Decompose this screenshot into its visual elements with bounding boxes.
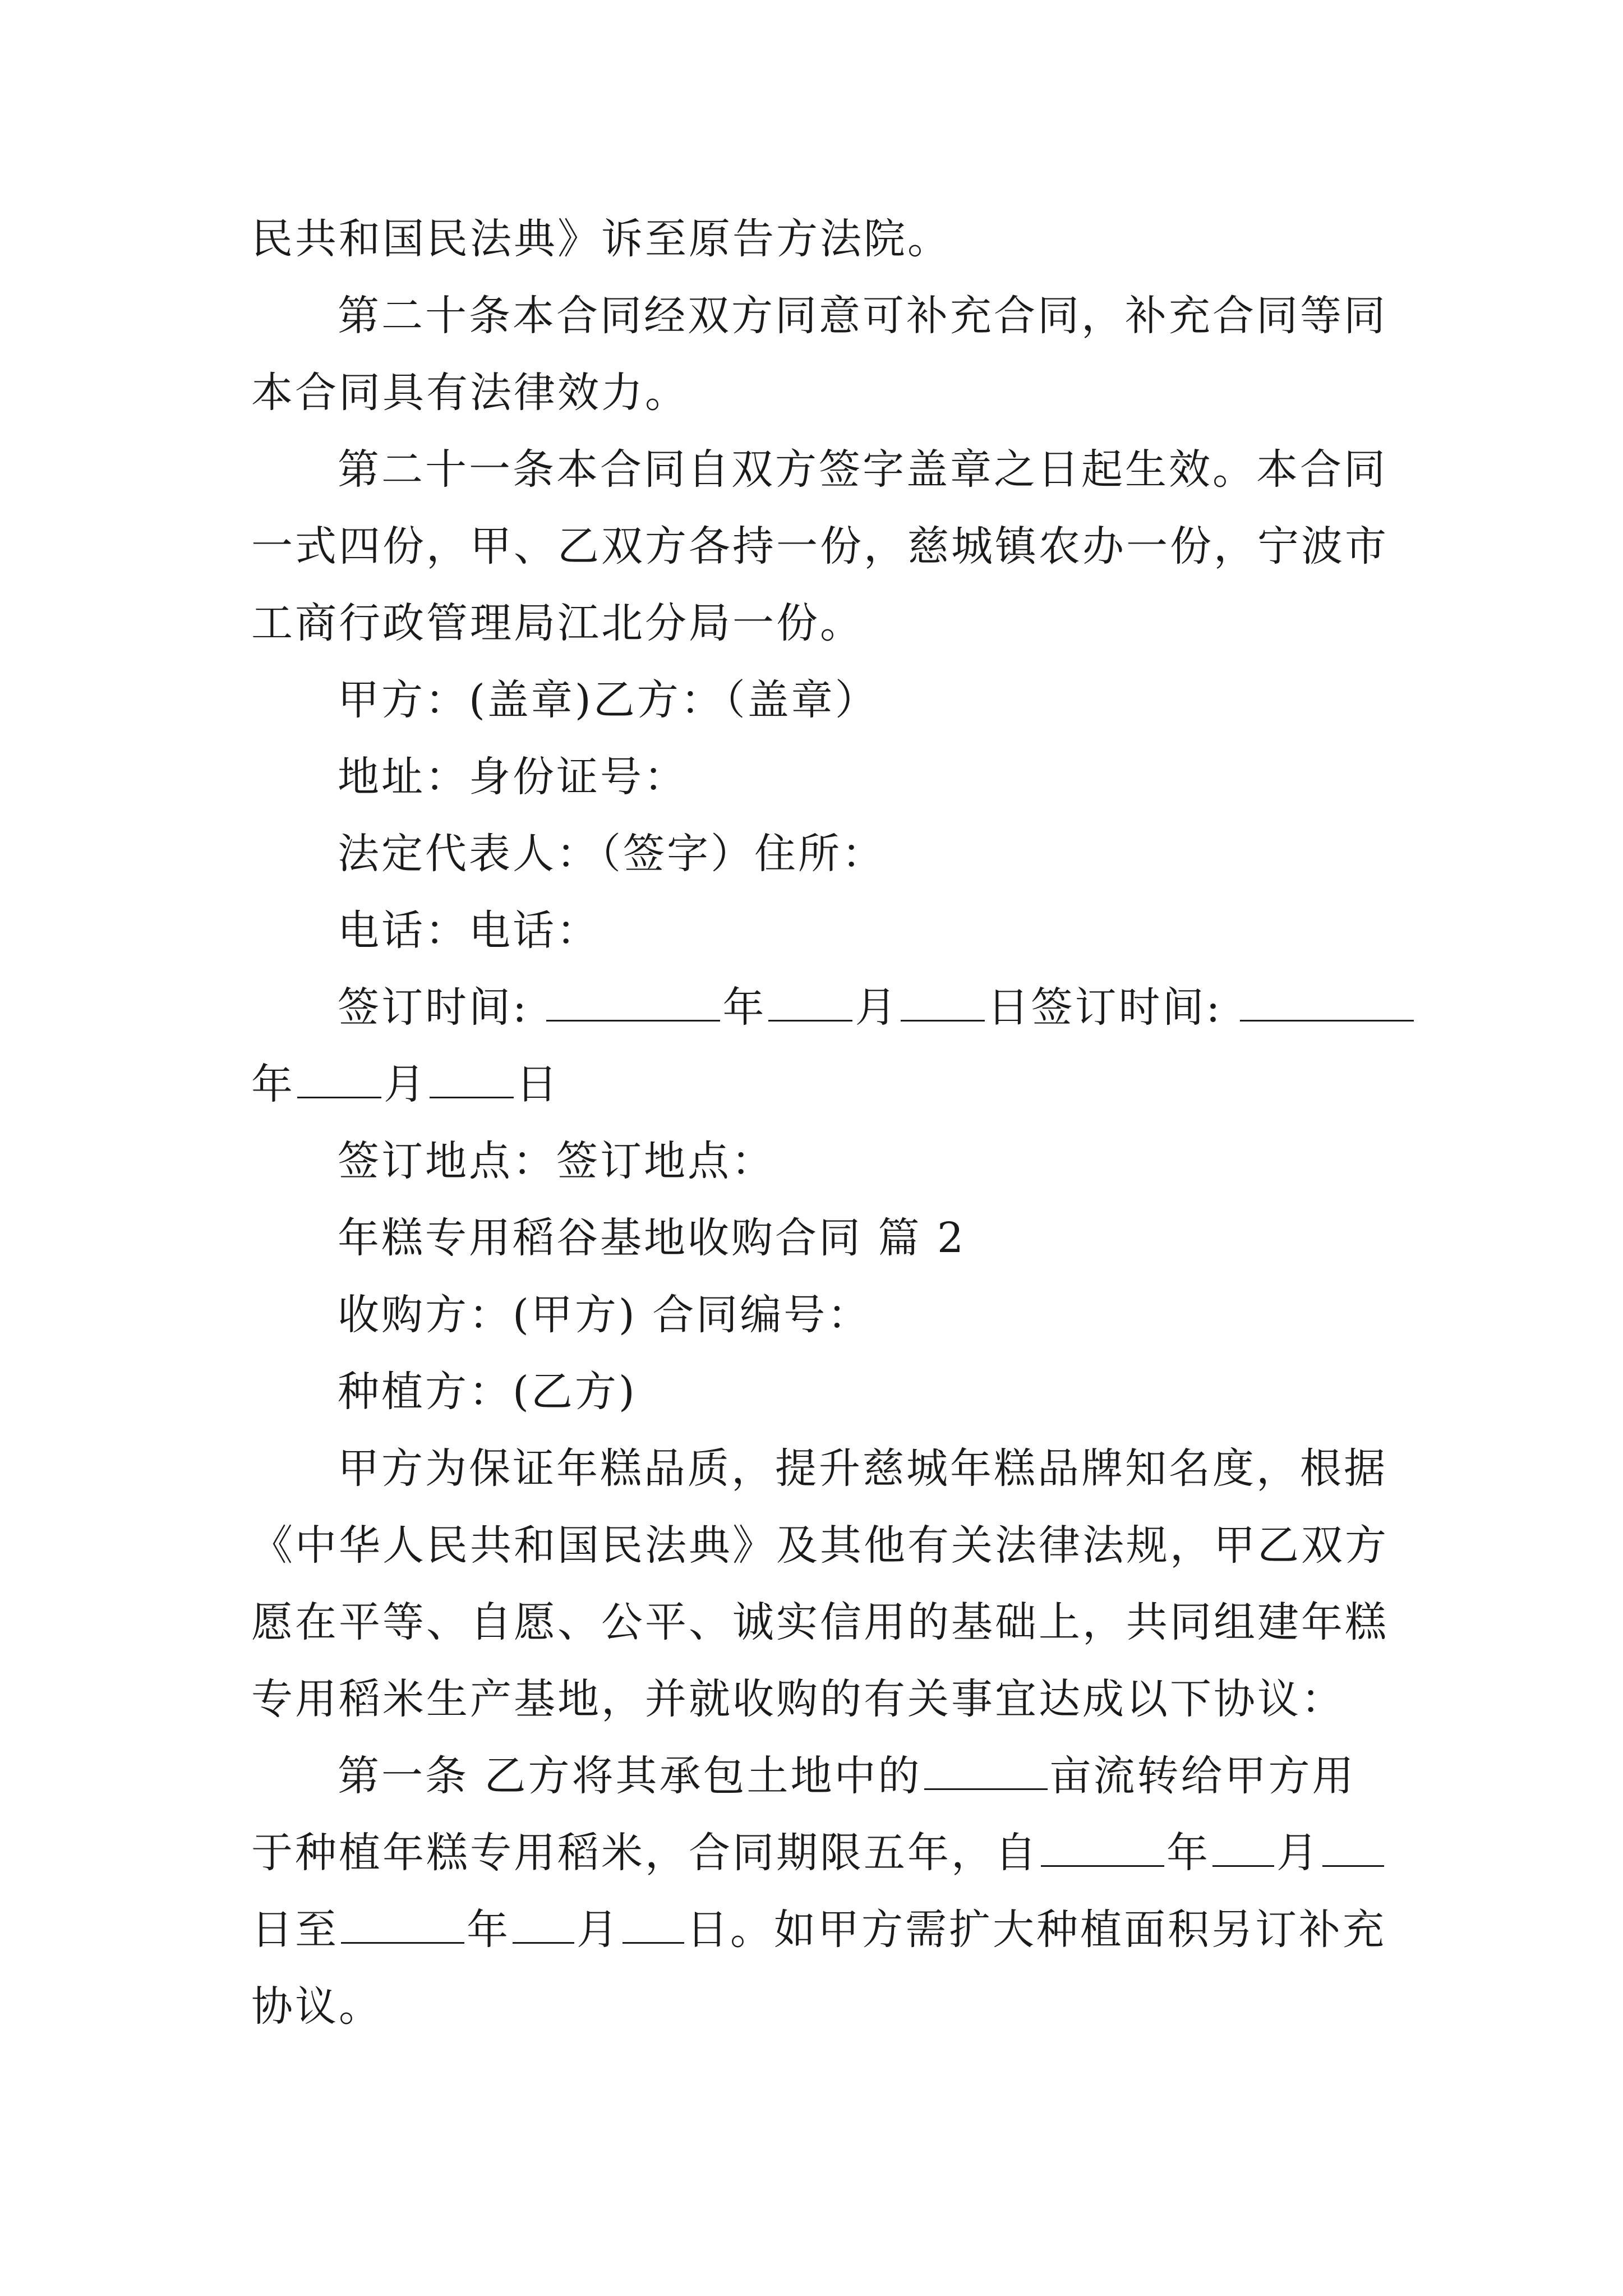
month-blank — [768, 986, 852, 1022]
day-blank — [1322, 1832, 1384, 1867]
representative-line: 法定代表人：（签字）住所： — [338, 830, 886, 878]
paragraph-line: 工商行政管理局江北分局一份。 — [251, 599, 864, 647]
month-blank — [1212, 1832, 1274, 1867]
day-blank — [430, 1063, 514, 1098]
article-line: 协议。 — [251, 1982, 382, 2031]
article-line — [251, 1892, 1386, 1968]
paragraph-line: 愿在平等、自愿、公平、诚实信用的基础上，共同组建年糕 — [251, 1598, 1389, 1646]
paragraph-line: 第二十条本合同经双方同意可补充合同，补充合同等同 — [338, 292, 1387, 340]
paragraph-line: 本合同具有法律效力。 — [251, 369, 689, 417]
document-body — [251, 201, 1389, 2045]
sign-time-line-cont — [251, 1046, 1383, 1123]
paragraph-line: 一式四份，甲、乙双方各持一份，慈城镇农办一份，宁波市 — [251, 522, 1389, 570]
year-label: 年 — [1166, 1829, 1210, 1877]
month-label: 月 — [855, 983, 899, 1032]
year-blank — [1041, 1832, 1164, 1867]
sign-time-line — [251, 969, 1383, 1046]
year-blank — [1240, 986, 1414, 1022]
paragraph-line: 第二十一条本合同自双方签字盖章之日起生效。本合同 — [338, 445, 1387, 494]
year-label: 年 — [722, 983, 767, 1032]
paragraph-line: 《中华人民共和国民法典》及其他有关法律法规，甲乙双方 — [251, 1521, 1389, 1570]
month-blank — [513, 1908, 574, 1944]
section-title: 年糕专用稻谷基地收购合同 篇 2 — [338, 1214, 966, 1262]
phone-line: 电话：电话： — [338, 907, 600, 955]
paragraph-line: 专用稻米生产基地，并就收购的有关事宜达成以下协议： — [251, 1675, 1345, 1723]
article-text: 第一条 乙方将其承包土地中的 — [338, 1752, 922, 1800]
year-blank — [546, 986, 720, 1022]
sign-time-label: 签订时间: — [338, 983, 529, 1032]
sign-place-line: 签订地点：签订地点： — [338, 1137, 775, 1185]
month-label: 月 — [384, 1060, 427, 1108]
article-line — [251, 1815, 1383, 1892]
area-blank — [924, 1755, 1048, 1790]
article-text: 于种植年糕专用稻米，合同期限五年，自 — [251, 1829, 1039, 1877]
paragraph-line: 甲方为保证年糕品质，提升慈城年糕品牌知名度，根据 — [338, 1444, 1387, 1493]
article-text: 亩流转给甲方用 — [1049, 1752, 1356, 1800]
month-label: 月 — [1276, 1829, 1320, 1877]
grower-line: 种植方：(乙方) — [338, 1368, 637, 1416]
article-text: 日至 — [251, 1906, 339, 1954]
year-label: 年 — [467, 1906, 510, 1954]
paragraph-line: 民共和国民法典》诉至原告方法院。 — [251, 215, 951, 263]
day-blank — [623, 1908, 684, 1944]
address-line: 地址：身份证号： — [338, 753, 688, 801]
article-text: 日。如甲方需扩大种植面积另订补充 — [686, 1906, 1386, 1954]
signature-party-line: 甲方：(盖章)乙方：（盖章） — [338, 676, 879, 724]
day-label: 日 — [516, 1060, 560, 1108]
year-label: 年 — [251, 1060, 295, 1108]
year-blank — [341, 1908, 464, 1944]
month-label: 月 — [577, 1906, 620, 1954]
day-blank — [901, 986, 985, 1022]
day-label: 日签订时间: — [987, 983, 1223, 1032]
buyer-line: 收购方：(甲方) 合同编号： — [338, 1291, 872, 1339]
month-blank — [297, 1063, 381, 1098]
article-line — [251, 1738, 1383, 1815]
